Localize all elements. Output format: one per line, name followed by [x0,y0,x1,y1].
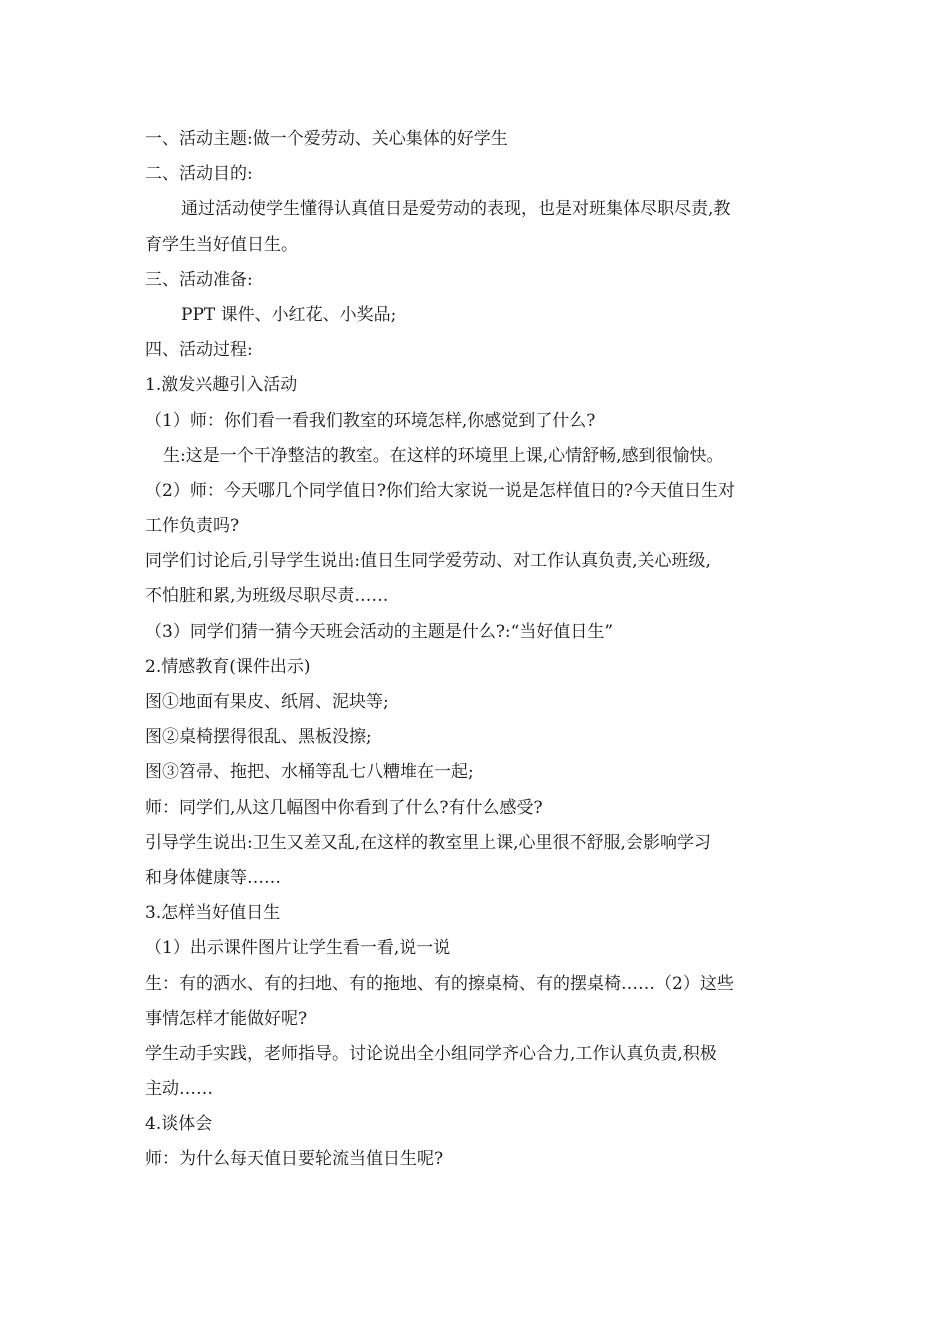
paragraph-step-1-q1: （1）师：你们看一看我们教室的环境怎样,你感觉到了什么? [145,410,596,431]
paragraph-step-2-answer-line-2: 和身体健康等…… [145,867,281,888]
paragraph-figure-1: 图①地面有果皮、纸屑、泥块等; [145,692,389,712]
heading-activity-preparation: 三、活动准备: [145,269,253,290]
paragraph-step-1-q2-line-1: （2）师：今天哪几个同学值日?你们给大家说一说是怎样值日的?今天值日生对 [145,480,736,501]
paragraph-step-1-q2-line-2: 工作负责吗? [145,516,240,537]
paragraph-step-2-question: 师：同学们,从这几幅图中你看到了什么?有什么感受? [145,797,543,818]
paragraph-step-3-practice-line-2: 主动…… [145,1079,213,1100]
heading-activity-theme: 一、活动主题:做一个爱劳动、关心集体的好学生 [145,129,508,149]
paragraph-step-3-answer-line-2: 事情怎样才能做好呢? [145,1008,308,1029]
paragraph-step-2-answer-line-1: 引导学生说出:卫生又差又乱,在这样的教室里上课,心里很不舒服,会影响学习 [145,832,711,853]
paragraph-figure-2: 图②桌椅摆得很乱、黑板没擦; [145,727,372,748]
paragraph-preparation: PPT 课件、小红花、小奖品; [181,304,397,325]
subheading-step-3: 3.怎样当好值日生 [145,903,281,924]
subheading-step-2: 2.情感教育(课件出示) [145,656,311,677]
heading-activity-process: 四、活动过程: [145,340,253,361]
paragraph-figure-3: 图③笤帚、拖把、水桶等乱七八糟堆在一起; [145,762,474,783]
paragraph-step-1-discussion-line-1: 同学们讨论后,引导学生说出:值日生同学爱劳动、对工作认真负责,关心班级, [145,551,711,572]
heading-activity-purpose: 二、活动目的: [145,164,253,185]
document-body [145,122,815,1178]
paragraph-step-1-q3: （3）同学们猜一猜今天班会活动的主题是什么?:“当好值日生” [145,621,614,642]
paragraph-step-4-question: 师：为什么每天值日要轮流当值日生呢? [145,1149,444,1170]
subheading-step-4: 4.谈体会 [145,1114,213,1135]
paragraph-step-1-discussion-line-2: 不怕脏和累,为班级尽职尽责…… [145,586,389,607]
paragraph-purpose-line-1: 通过活动使学生懂得认真值日是爱劳动的表现，也是对班集体尽职尽责,教 [181,199,731,220]
paragraph-purpose-line-2: 育学生当好值日生。 [145,234,298,255]
paragraph-step-3-q1: （1）出示课件图片让学生看一看,说一说 [145,938,451,959]
paragraph-step-1-a1: 生:这是一个干净整洁的教室。在这样的环境里上课,心情舒畅,感到很愉快。 [163,445,724,466]
subheading-step-1: 1.激发兴趣引入活动 [145,375,298,396]
paragraph-step-3-answer-line-1: 生：有的洒水、有的扫地、有的拖地、有的擦桌椅、有的摆桌椅……（2）这些 [145,973,734,994]
paragraph-step-3-practice-line-1: 学生动手实践，老师指导。讨论说出全小组同学齐心合力,工作认真负责,积极 [145,1043,717,1064]
